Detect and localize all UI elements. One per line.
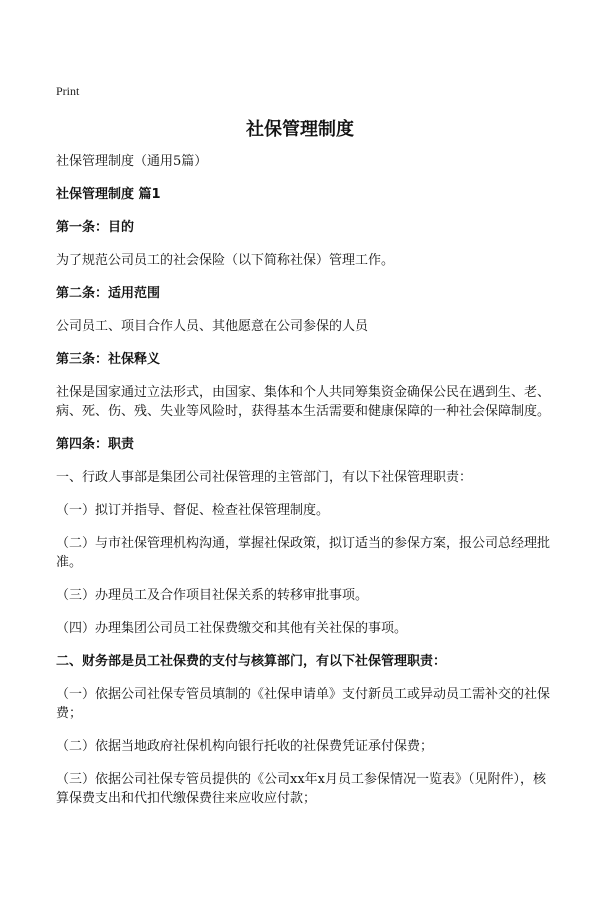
document-body [56, 152, 556, 822]
article-3-text: 社保是国家通过立法形式，由国家、集体和个人共同筹集资金确保公民在遇到生、老、病、死、伤、残、失业等风险时，获得基本生活需要和健康保障的一种社会保障制度。 [56, 385, 551, 419]
duty-admin-item-3: （三）办理员工及合作项目社保关系的转移审批事项。 [56, 588, 369, 603]
duty-admin-item-4: （四）办理集团公司员工社保费缴交和其他有关社保的事项。 [56, 621, 408, 636]
duty-finance-item-3: （三）依据公司社保专管员提供的《公司xx年x月员工参保情况一览表》（见附件），核算保费支出和代扣代缴保费往来应收应付款； [56, 772, 546, 806]
article-3-heading: 第三条：社保释义 [56, 352, 161, 367]
duty-finance-intro: 二、财务部是员工社保费的支付与核算部门，有以下社保管理职责： [56, 654, 447, 669]
duty-finance-item-2: （二）依据当地政府社保机构向银行托收的社保费凭证承付保费； [56, 739, 434, 754]
duty-admin-intro: 一、行政人事部是集团公司社保管理的主管部门，有以下社保管理职责： [56, 470, 473, 485]
duty-admin-item-1: （一）拟订并指导、督促、检查社保管理制度。 [56, 503, 330, 518]
section-title: 社保管理制度 篇1 [56, 187, 161, 202]
document-subtitle: 社保管理制度（通用5篇） [56, 154, 208, 169]
print-label: Print [56, 84, 80, 98]
article-1-heading: 第一条：目的 [56, 220, 135, 235]
duty-finance-item-1: （一）依据公司社保专管员填制的《社保申请单》支付新员工或异动员工需补交的社保费； [56, 687, 551, 721]
article-2-heading: 第二条：适用范围 [56, 286, 161, 301]
article-4-heading: 第四条：职责 [56, 437, 135, 452]
article-1-text: 为了规范公司员工的社会保险（以下简称社保）管理工作。 [56, 253, 395, 268]
document-title: 社保管理制度 [246, 119, 354, 140]
article-2-text: 公司员工、项目合作人员、其他愿意在公司参保的人员 [56, 319, 369, 334]
duty-admin-item-2: （二）与市社保管理机构沟通，掌握社保政策，拟订适当的参保方案，报公司总经理批准。 [56, 536, 551, 570]
